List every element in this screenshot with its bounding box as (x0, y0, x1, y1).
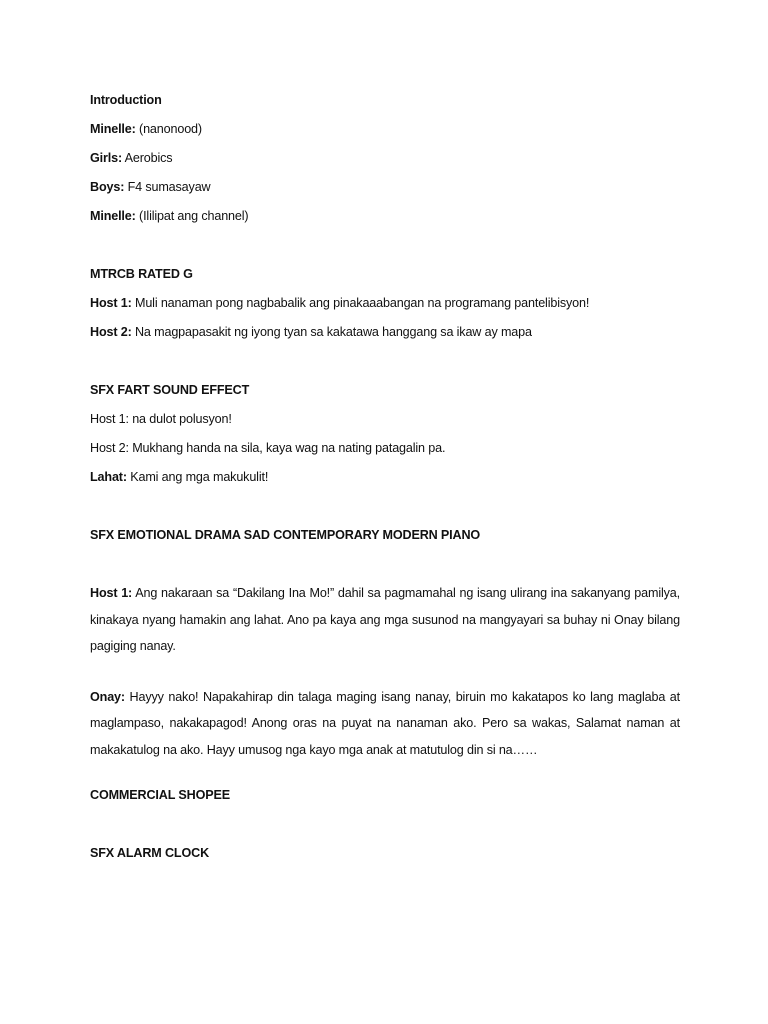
blank-line (90, 353, 680, 382)
paragraph-text: Hayyy nako! Napakahirap din talaga maging isang nanay, biruin mo kakatapos ko lang maglaba at maglampaso, nakakapagod! Anong oras na puyat na nanaman ako. Pero sa wakas, Salamat naman at makakatulog na ako. Hayy umusog nga kayo mga anak at matutulog din si na…… (90, 689, 680, 757)
paragraph-host1 (90, 580, 680, 660)
script-line-host2-a (90, 324, 680, 353)
script-line-minelle-2 (90, 208, 680, 237)
heading-commercial: COMMERCIAL SHOPEE (90, 788, 230, 802)
line-text: Host 2: Mukhang handa na sila, kaya wag na nating patagalin pa. (90, 441, 446, 455)
line-text: (Ililipat ang channel) (135, 209, 249, 223)
script-line-host1-b (90, 411, 680, 440)
speaker-label: Girls: (90, 151, 122, 165)
speaker-label: Boys: (90, 180, 125, 194)
line-text: Muli nanaman pong nagbabalik ang pinakaaabangan na programang pantelibisyon! (131, 296, 590, 310)
speaker-label: Lahat: (90, 470, 127, 484)
line-text: F4 sumasayaw (124, 180, 211, 194)
speaker-label: Minelle: (90, 209, 136, 223)
speaker-label: Host 1: (90, 296, 132, 310)
blank-line (90, 556, 680, 580)
line-text: Host 1: na dulot polusyon! (90, 412, 232, 426)
speaker-label: Host 2: (90, 325, 132, 339)
line-text: Na magpapasakit ng iyong tyan sa kakatawa hanggang sa ikaw ay mapa (131, 325, 532, 339)
speaker-label: Minelle: (90, 122, 136, 136)
blank-line (90, 498, 680, 527)
heading-sfx-alarm: SFX ALARM CLOCK (90, 846, 210, 860)
line-text: Aerobics (122, 151, 173, 165)
script-line-girls (90, 150, 680, 179)
paragraph-text: Ang nakaraan sa “Dakilang Ina Mo!” dahil sa pagmamahal ng isang ulirang ina sakanyang pamilya, kinakaya nyang hamakin ang lahat. Ano pa kaya ang mga susunod na mangyayari sa buhay ni Onay bilang pagiging nanay. (90, 586, 680, 653)
blank-line (90, 237, 680, 266)
paragraph-onay (90, 684, 680, 764)
heading-rating: MTRCB RATED G (90, 267, 193, 281)
heading-sfx-piano: SFX EMOTIONAL DRAMA SAD CONTEMPORARY MODERN PIANO (90, 528, 481, 542)
blank-line (90, 763, 680, 787)
speaker-label: Introduction (90, 93, 162, 107)
script-line-boys (90, 179, 680, 208)
heading-sfx-fart: SFX FART SOUND EFFECT (90, 383, 250, 397)
script-line-host2-b (90, 440, 680, 469)
script-line-introduction (90, 92, 680, 121)
script-line-lahat (90, 469, 680, 498)
script-line-minelle-1 (90, 121, 680, 150)
speaker-label: Host 1: (90, 586, 133, 600)
line-text: (nanonood) (135, 122, 202, 136)
speaker-label: Onay: (90, 689, 125, 704)
blank-line (90, 660, 680, 684)
script-line-host1-a (90, 295, 680, 324)
blank-line (90, 816, 680, 845)
line-text: Kami ang mga makukulit! (126, 470, 269, 484)
script-content (90, 92, 680, 874)
